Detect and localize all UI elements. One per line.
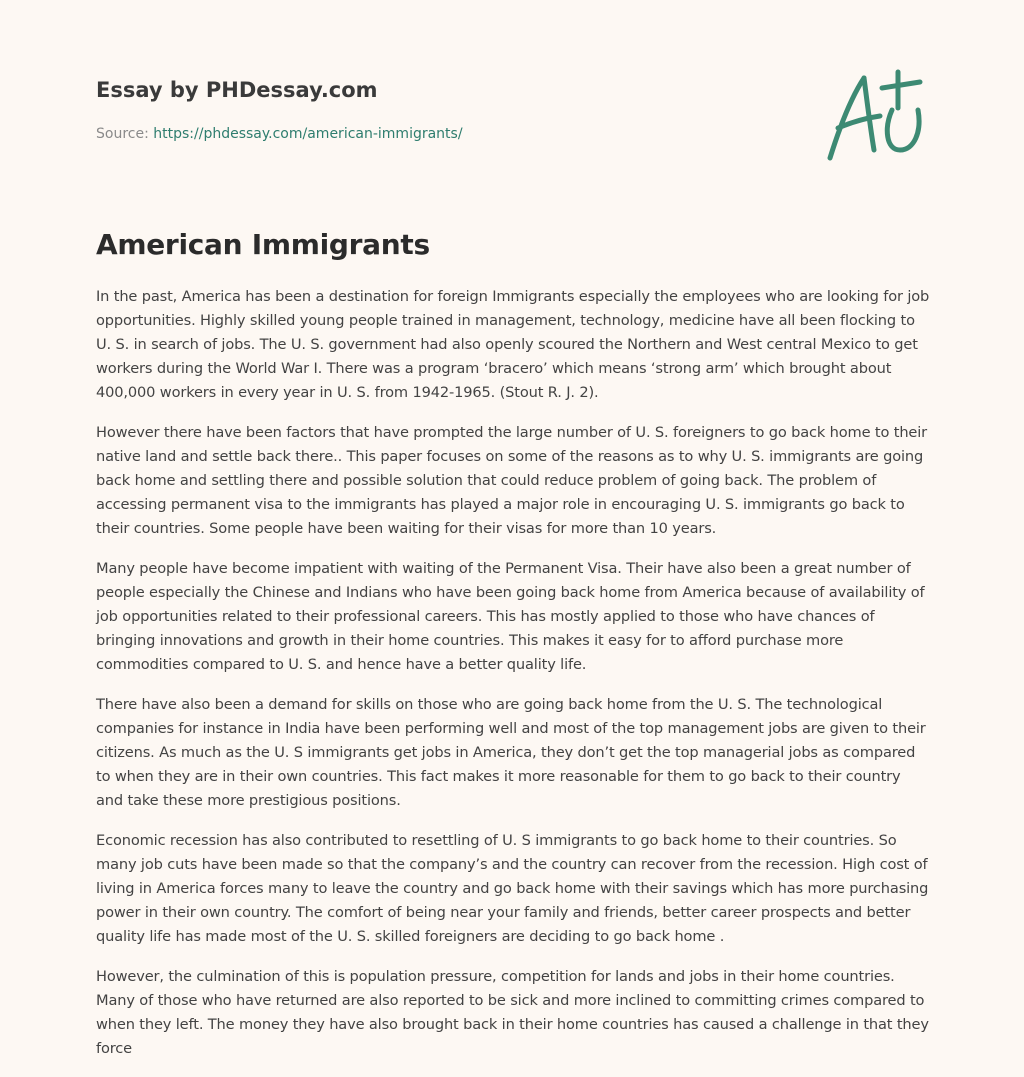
a-plus-grade-icon [820,66,930,166]
paragraph: In the past, America has been a destination for foreign Immigrants especially the employees who are looking for job opportunities. Highly skilled young people trained in management, technology, medicine have all been flocking to U. S. in search of jobs. The U. S. government had also openly scoured the Northern and West central Mexico to get workers during the World War I. There was a program ‘bracero’ which means ‘strong arm’ which brought about 400,000 workers in every year in U. S. from 1942-1965. (Stout R. J. 2). [96,288,930,401]
paragraph: However there have been factors that have prompted the large number of U. S. foreigners to go back home to their native land and settle back there.. This paper focuses on some of the reasons as to why U. S. immigrants are going back home and settling there and possible solution that could reduce problem of going back. The problem of accessing permanent visa to the immigrants has played a major role in encouraging U. S. immigrants go back to their countries. Some people have been waiting for their visas for more than 10 years. [96,424,928,537]
document-title: American Immigrants [96,228,430,261]
source-link[interactable]: https://phdessay.com/american-immigrants/ [153,126,463,142]
source-label: Source: [96,126,149,142]
paragraph: There have also been a demand for skills on those who are going back home from the U. S. The technological companies for instance in India have been performing well and most of the top management jobs are given to their citizens. As much as the U. S immigrants get jobs in America, they don’t get the top managerial jobs as compared to when they are in their own countries. This fact makes it more reasonable for them to go back to their country and take these more prestigious positions. [96,696,926,809]
paragraph: Economic recession has also contributed to resettling of U. S immigrants to go back home to their countries. So many job cuts have been made so that the company’s and the country can recover from the recession. High cost of living in America forces many to leave the country and go back home with their savings which has more purchasing power in their own country. The comfort of being near your family and friends, better career prospects and better quality life has made most of the U. S. skilled foreigners are deciding to go back home . [96,832,929,945]
paragraph: Many people have become impatient with waiting of the Permanent Visa. Their have also been a great number of people especially the Chinese and Indians who have been going back home from America because of availability of job opportunities related to their professional careers. This has mostly applied to those who have chances of bringing innovations and growth in their home countries. This makes it easy for to afford purchase more commodities compared to U. S. and hence have a better quality life. [96,560,925,673]
site-title: Essay by PHDessay.com [96,78,378,102]
a-plus-logo-svg [820,66,930,166]
source-line [96,124,796,144]
essay-body [96,285,930,1077]
paragraph: However, the culmination of this is population pressure, competition for lands and jobs in their home countries. Many of those who have returned are also reported to be sick and more inclined to committing crimes compared to when they left. The money they have also brought back in their home countries has caused a challenge in that they force [96,968,929,1057]
essay-header [96,76,796,144]
